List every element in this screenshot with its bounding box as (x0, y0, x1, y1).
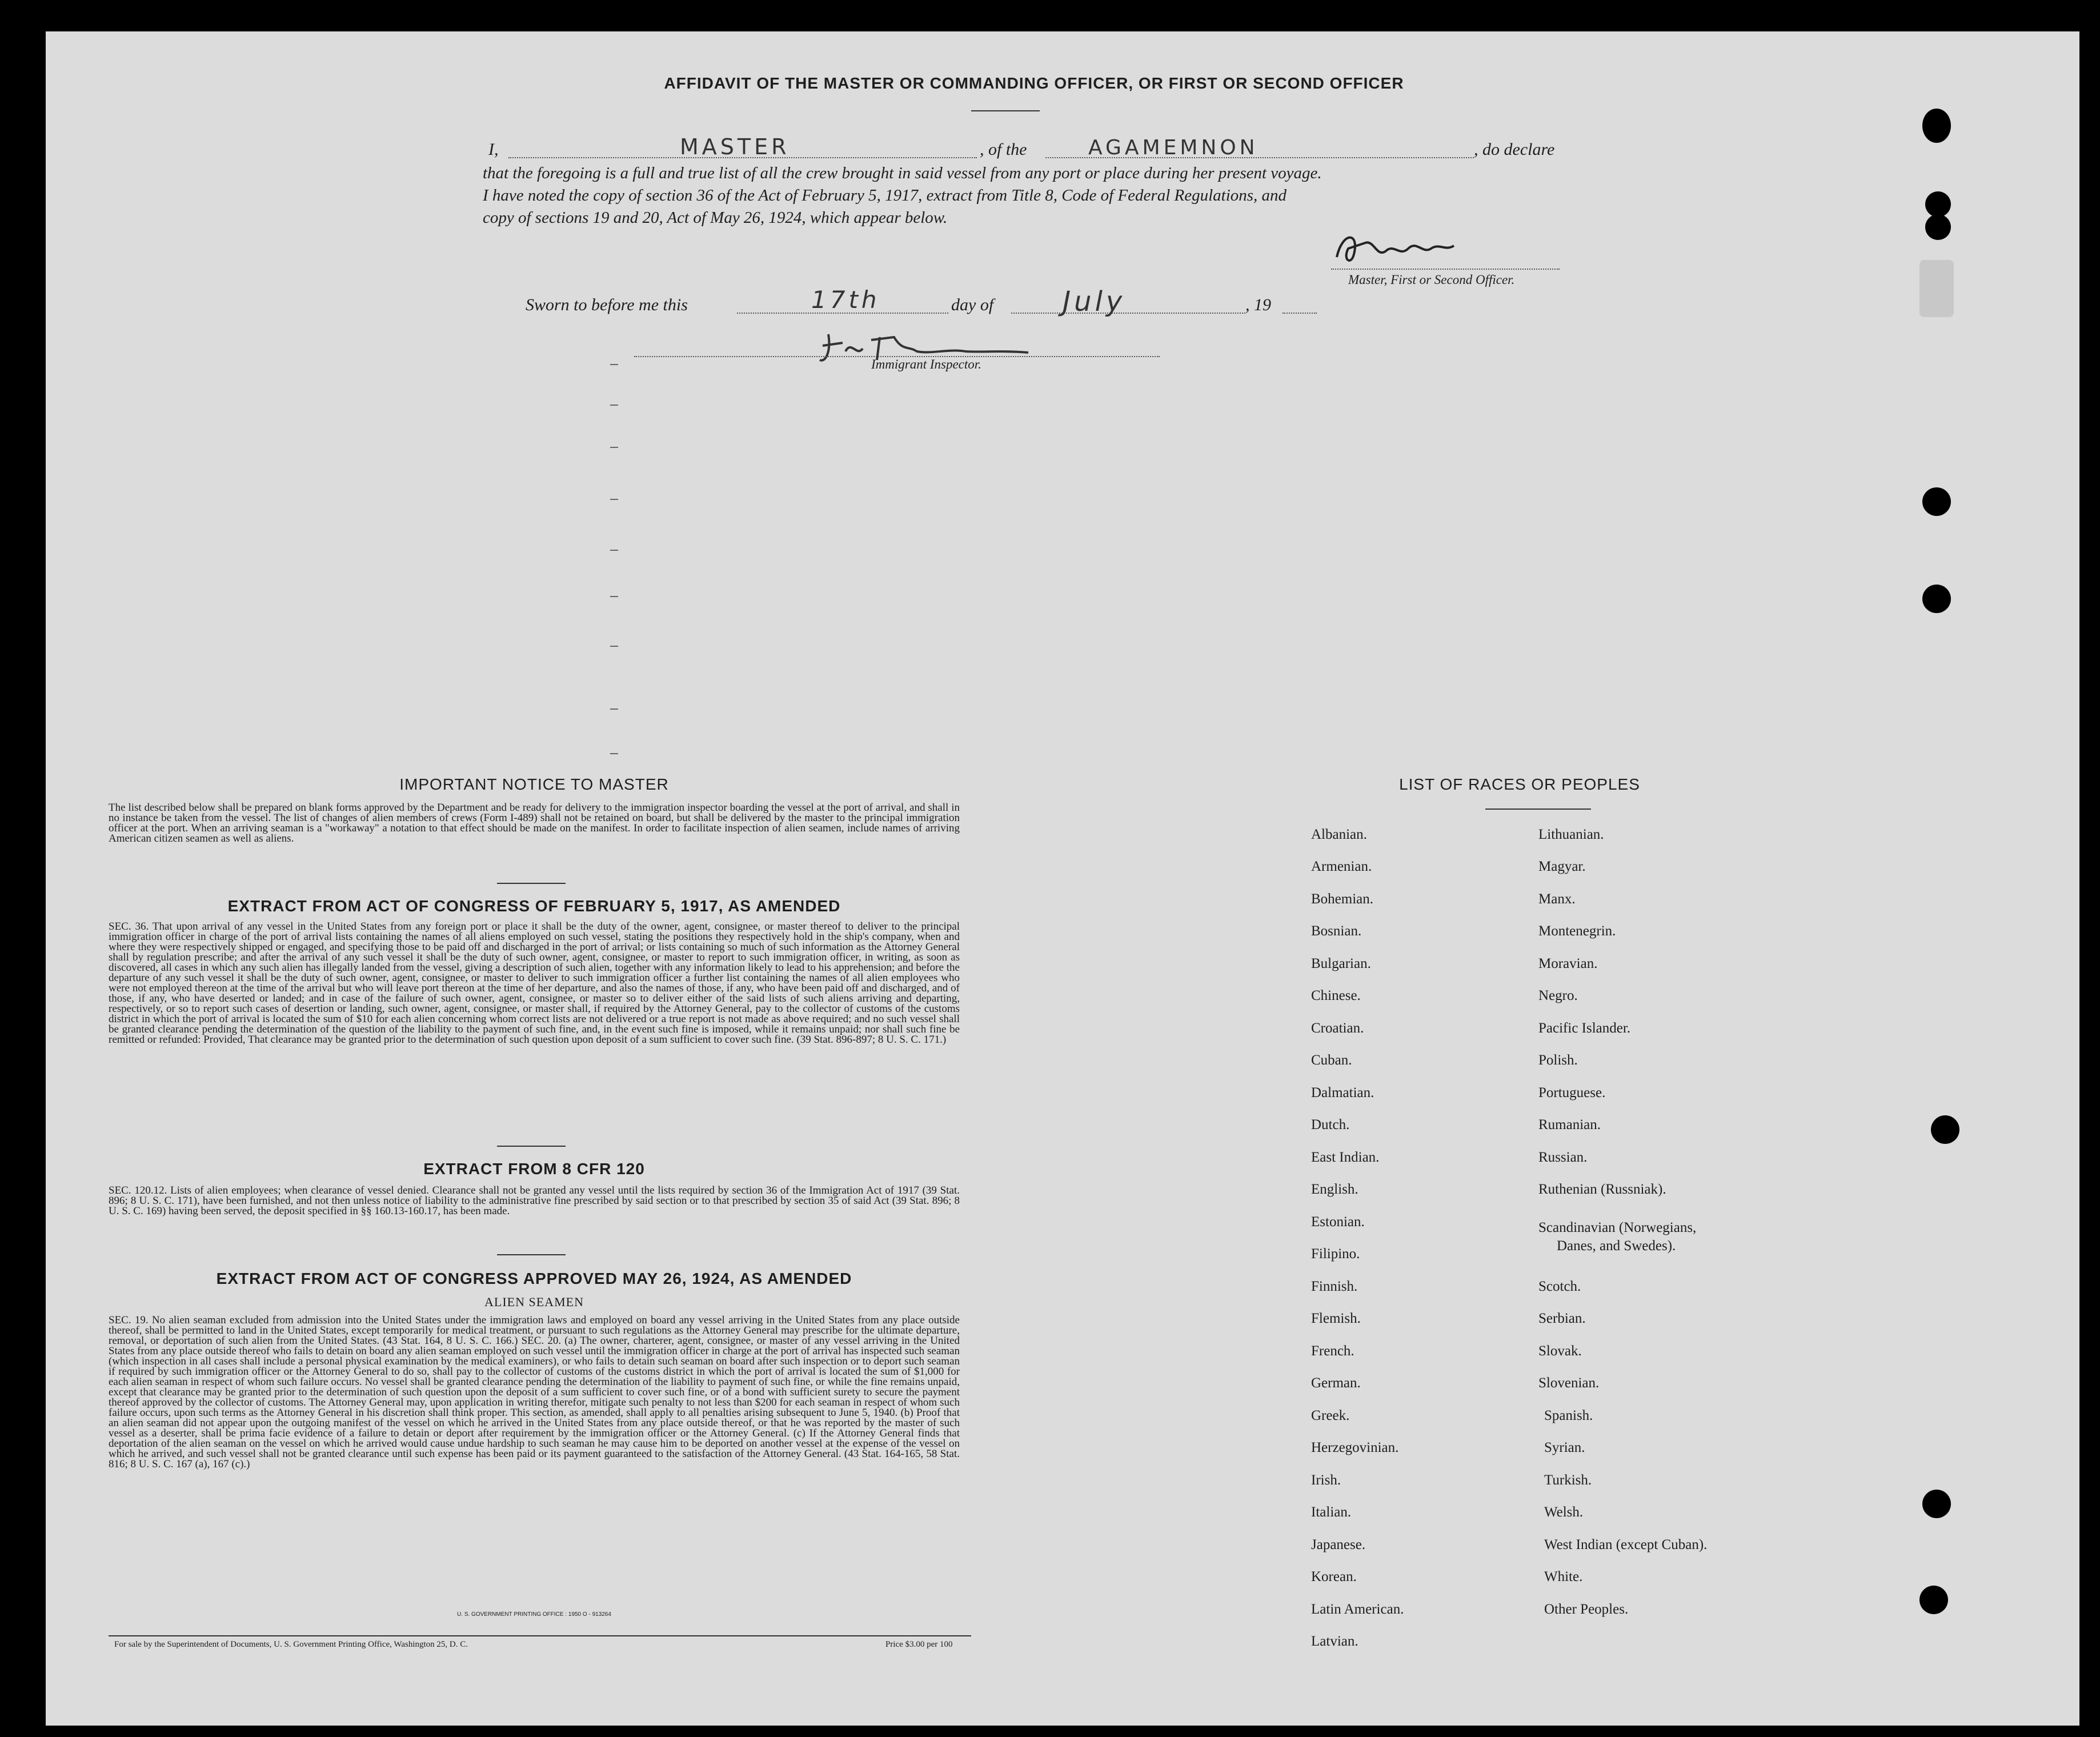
extract-1917-body: SEC. 36. That upon arrival of any vessel in the United States from any foreign port or place it shall be the duty of the owner, agent, consignee, or master thereof to deliver to the principal immigration officer in charge of the port of arrival lists containing the names of all aliens employed on such vessel, stating the positions they respectively hold in the ship's company, when and where they were respectively shipped or engaged, and specifying those to be paid off and discharged in the port of arrival; or lists containing so much of such information as the Attorney General shall by regulation prescribe; and after the arrival of any such vessel it shall be the duty of such owner, agent, consignee, or master to report to such immigration officer, in writing, as soon as discovered, all cases in which any such alien has illegally landed from the vessel, giving a description of such alien, together with any information likely to lead to his apprehension; and before the departure of any such vessel it shall be the duty of such owner, agent, consignee, or master to deliver to such immigration officer a further list containing the names of all alien employees who were not employed thereon at the time of the arrival but who will leave port thereon at the time of her departure, and also the names of those, if any, who have been paid off and discharged, and of those, if any, who have deserted or landed; and in case of the failure of such owner, agent, consignee, or master so to deliver either of the said lists of such aliens arriving and departing, respectively, or so to report such cases of desertion or landing, such owner, agent, consignee, or master shall, if required by the Attorney General, pay to the collector of customs of the customs district in which the port of arrival is located the sum of $10 for each alien concerning whom correct lists are not delivered or a true report is not made as above required; and no such vessel shall be granted clearance pending the determination of the question of the liability to the payment of such fine, and, in the event such fine is imposed, while it remains unpaid; nor shall such fine be remitted or refunded: Provided, That clearance may be granted prior to the determination of such question upon deposit of a sum sufficient to cover such fine. (39 Stat. 896-897; 8 U. S. C. 171.) (109, 920, 960, 1046)
extract-1917-title: EXTRACT FROM ACT OF CONGRESS OF FEBRUARY 5, 1917, AS AMENDED (227, 897, 841, 915)
race-item: Magyar. (1538, 859, 1586, 874)
race-item: Spanish. (1544, 1408, 1593, 1423)
margin-tick (610, 709, 618, 710)
margin-tick (610, 447, 618, 448)
margin-tick (610, 499, 618, 500)
notice-rule (497, 883, 566, 884)
master-handwriting: MASTER (680, 134, 790, 159)
year-line (1283, 313, 1317, 314)
race-item: Herzegovinian. (1311, 1440, 1399, 1455)
affidavit-i: I, (488, 140, 499, 159)
race-item: Syrian. (1544, 1440, 1585, 1455)
race-item: Latvian. (1311, 1634, 1358, 1649)
punch-hole (1919, 1586, 1948, 1614)
race-item: Danes, and Swedes). (1557, 1238, 1676, 1254)
race-item: Welsh. (1544, 1504, 1584, 1520)
race-item: Dutch. (1311, 1117, 1350, 1132)
race-item: Dalmatian. (1311, 1085, 1374, 1100)
heading-rule (971, 110, 1040, 111)
race-item: Albanian. (1311, 827, 1367, 842)
reinforcement-ring (1919, 260, 1954, 317)
margin-tick (610, 753, 618, 754)
punch-hole (1922, 487, 1951, 516)
race-item: Japanese. (1311, 1537, 1366, 1552)
margin-tick (610, 646, 618, 647)
extract-1924-body: SEC. 19. No alien seaman excluded from admission into the United States under the immigration laws and employed on board any vessel arriving in the United States from any place outside thereof, shall be permitted to land in the United States, except temporarily for medical treatment, or pursuant to such regulations as the Attorney General may prescribe for the ultimate departure, removal, or deportation of such alien from the United States. (43 Stat. 164, 8 U. S. C. 166.) SEC. 20. (a) The owner, charterer, agent, consignee, or master of any vessel arriving in the United States from any place outside thereof who fails to detain on board any alien seaman employed on such vessel until the immigration officer in charge at the port of arrival has inspected such seaman (which inspection in all cases shall include a personal physical examination by the medical examiners), or who fails to detain such seaman on board after such inspection or to deport such seaman if required by such immigration officer or the Attorney General to do so, shall pay to the collector of customs of the customs district in which the port of arrival is located the sum of $1,000 for each alien seaman in respect of whom such failure occurs. No vessel shall be granted clearance pending the determination of the liability to payment of such fine, or while the fine remains unpaid, except that clearance may be granted prior to the determination of such question upon the deposit of a sum sufficient to cover such fine, or of a bond with sufficient surety to secure the payment thereof approved by the collector of customs. The Attorney General may, upon application in writing therefor, mitigate such penalty to not less than $200 for each seaman in respect of whom such failure occurs, upon such terms as the Attorney General in his discretion shall think proper. This section, as amended, shall apply to all penalties arising subsequent to June 5, 1940. (b) Proof that an alien seaman did not appear upon the outgoing manifest of the vessel on which he arrived in the United States from any place outside thereof, or that he was reported by the master of such vessel as a deserter, shall be prima facie evidence of a failure to detain or deport after requirement by the immigration officer or the Attorney General. (c) If the Attorney General finds that deportation of the alien seaman on the vessel on which he arrived would cause undue hardship to such seaman he may cause him to be deported on another vessel at the expense of the vessel on which he arrived, and such vessel shall not be granted clearance until such expense has been paid or its payment guaranteed to the satisfaction of the Attorney General. (43 Stat. 164-165, 58 Stat. 816; 8 U. S. C. 167 (a), 167 (c).) (109, 1314, 960, 1470)
notice-body: The list described below shall be prepared on blank forms approved by the Department and be ready for delivery to the immigration inspector boarding the vessel at the port of arrival, and shall in no instance be taken from the vessel. The list of changes of alien members of crews (Form I-489) shall not be retained on board, but shall be delivered by the master to the principal immigration officer at the port. When an arriving seaman is a "workaway" a notation to that effect should be made on the manifest. In order to facilitate inspection of alien seamen, include names of arriving American citizen seamen as well as aliens. (109, 802, 960, 845)
footer-rule (109, 1635, 971, 1636)
day-handwriting: 17th (811, 286, 880, 314)
extract-1924-title: EXTRACT FROM ACT OF CONGRESS APPROVED MAY 26, 1924, AS AMENDED (216, 1270, 852, 1287)
margin-tick (610, 596, 618, 597)
extract-1924-subtitle: ALIEN SEAMEN (484, 1295, 584, 1309)
race-item: Estonian. (1311, 1214, 1365, 1230)
margin-tick (610, 364, 618, 365)
race-item: Slovenian. (1538, 1375, 1600, 1391)
race-item: White. (1544, 1569, 1583, 1584)
affidavit-line-4: copy of sections 19 and 20, Act of May 26, 1924, which appear below. (483, 209, 948, 227)
race-item: Scandinavian (Norwegians, (1538, 1220, 1697, 1235)
race-item: Other Peoples. (1544, 1602, 1629, 1617)
punch-hole (1925, 214, 1951, 240)
race-item: Bulgarian. (1311, 956, 1371, 971)
race-item: Latin American. (1311, 1602, 1404, 1617)
race-item: Negro. (1538, 988, 1578, 1003)
punch-hole (1922, 1490, 1951, 1518)
race-item: Polish. (1538, 1052, 1578, 1068)
race-item: Armenian. (1311, 859, 1372, 874)
sworn-text: Sworn to before me this (526, 295, 688, 314)
margin-tick (610, 405, 618, 406)
race-item: Croatian. (1311, 1020, 1364, 1036)
punch-hole (1922, 109, 1951, 143)
do-declare-text: , do declare (1474, 140, 1555, 159)
race-item: Flemish. (1311, 1311, 1361, 1326)
race-item: Slovak. (1538, 1343, 1582, 1359)
races-rule (1485, 809, 1591, 810)
race-item: Scotch. (1538, 1279, 1581, 1294)
of-the-text: , of the (980, 140, 1027, 159)
inspector-caption: Immigrant Inspector. (871, 357, 981, 371)
affidavit-line-2: that the foregoing is a full and true list of all the crew brought in said vessel from any port or place during her present voyage. (483, 164, 1322, 182)
race-item: Turkish. (1544, 1472, 1592, 1488)
race-item: German. (1311, 1375, 1361, 1391)
affidavit-line-3: I have noted the copy of section 36 of the Act of February 5, 1917, extract from Title 8, Code of Federal Regulations, and (483, 186, 1287, 205)
race-item: Ruthenian (Russniak). (1538, 1182, 1666, 1197)
extract-cfr-rule (497, 1254, 566, 1255)
extract-cfr-title: EXTRACT FROM 8 CFR 120 (423, 1160, 645, 1178)
year-prefix: , 19 (1245, 295, 1271, 314)
race-item: French. (1311, 1343, 1354, 1359)
race-item: Cuban. (1311, 1052, 1352, 1068)
extract-cfr-body: SEC. 120.12. Lists of alien employees; when clearance of vessel denied. Clearance shall not be granted any vessel until the lists required by section 36 of the Immigration Act of 1917 (39 Stat. 896; 8 U. S. C. 171), have been furnished, and not then unless notice of liability to the administrative fine prescribed by said section or to that prescribed by section 35 of said Act (39 Stat. 896; 8 U. S. C. 169) having been served, the deposit specified in §§ 160.13-160.17, has been made. (109, 1184, 960, 1217)
notice-title: IMPORTANT NOTICE TO MASTER (399, 775, 669, 793)
master-signature-line (1331, 269, 1560, 270)
affidavit-heading: AFFIDAVIT OF THE MASTER OR COMMANDING OFFICER, OR FIRST OR SECOND OFFICER (664, 74, 1404, 92)
race-item: Bohemian. (1311, 891, 1374, 907)
race-item: Greek. (1311, 1408, 1350, 1423)
master-signature (1331, 226, 1462, 271)
signature-caption: Master, First or Second Officer. (1348, 273, 1515, 287)
footer-left: For sale by the Superintendent of Documents, U. S. Government Printing Office, Washington 25, D. C. (114, 1640, 468, 1649)
footer-right: Price $3.00 per 100 (885, 1640, 953, 1649)
month-line (1011, 313, 1245, 314)
race-item: Serbian. (1538, 1311, 1586, 1326)
race-item: Portuguese. (1538, 1085, 1606, 1100)
punch-hole (1922, 585, 1951, 613)
race-item: Manx. (1538, 891, 1576, 907)
race-item: Moravian. (1538, 956, 1598, 971)
race-item: Rumanian. (1538, 1117, 1601, 1132)
month-handwriting: July (1063, 286, 1126, 318)
race-item: Finnish. (1311, 1279, 1358, 1294)
punch-hole (1931, 1115, 1959, 1144)
race-item: Montenegrin. (1538, 923, 1616, 939)
punch-hole (1925, 191, 1951, 217)
race-item: Filipino. (1311, 1246, 1360, 1262)
race-item: Bosnian. (1311, 923, 1362, 939)
margin-tick (610, 550, 618, 551)
race-item: Lithuanian. (1538, 827, 1604, 842)
race-item: East Indian. (1311, 1150, 1380, 1165)
race-item: English. (1311, 1182, 1358, 1197)
extract-1917-rule (497, 1146, 566, 1147)
race-item: Pacific Islander. (1538, 1020, 1631, 1036)
race-item: Irish. (1311, 1472, 1341, 1488)
race-item: Korean. (1311, 1569, 1357, 1584)
vessel-handwriting: AGAMEMNON (1088, 136, 1259, 159)
printing-office-line: U. S. GOVERNMENT PRINTING OFFICE : 1950 O - 913264 (457, 1611, 611, 1618)
day-of-text: day of (951, 295, 994, 314)
race-item: Chinese. (1311, 988, 1361, 1003)
race-item: Italian. (1311, 1504, 1352, 1520)
race-item: West Indian (except Cuban). (1544, 1537, 1708, 1552)
races-title: LIST OF RACES OR PEOPLES (1399, 775, 1640, 793)
race-item: Russian. (1538, 1150, 1588, 1165)
